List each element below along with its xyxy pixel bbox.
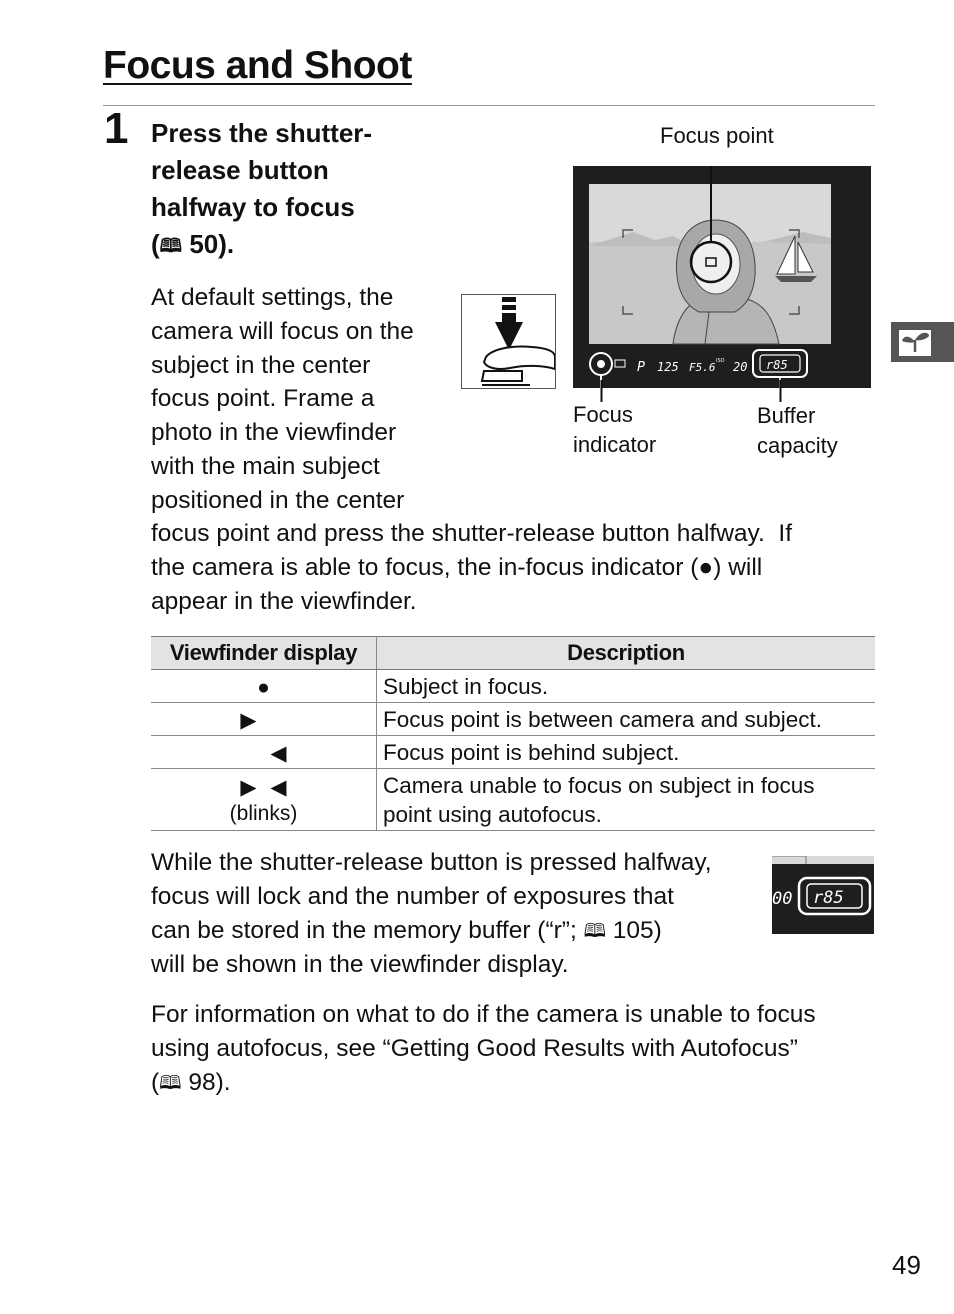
text-line: will be shown in the viewfinder display. xyxy=(151,951,569,979)
mini-buffer: r85 xyxy=(813,888,844,908)
text-line: focus will lock and the number of exposures that xyxy=(151,882,674,910)
paragraph-1 xyxy=(151,281,451,518)
table-row xyxy=(151,736,875,769)
sprout-icon xyxy=(891,322,954,362)
title-rule xyxy=(103,105,875,106)
text-line: the camera is able to focus, the in-focus indicator (●) will xyxy=(151,553,763,581)
vf-aperture: F5.6 xyxy=(689,361,716,374)
book-icon: 🕮 xyxy=(159,1072,182,1094)
text-line: Camera unable to focus on subject in focus xyxy=(383,772,815,798)
text-line: positioned in the center xyxy=(151,486,405,514)
focus-indicator-leader xyxy=(600,380,603,402)
step-heading-line: Press the shutter- xyxy=(151,118,373,148)
focus-point-label: Focus point xyxy=(660,123,774,148)
text-line: focus point. Frame a xyxy=(151,385,375,413)
page-number: 49 xyxy=(892,1250,921,1280)
description-cell: Subject in focus. xyxy=(377,670,876,703)
description-cell: Focus point is between camera and subject. xyxy=(377,703,876,736)
vf-shutter: 125 xyxy=(657,360,679,374)
text-line: camera will focus on the xyxy=(151,317,414,345)
text-line: focus point and press the shutter-release button halfway. If xyxy=(151,520,792,547)
right-arrow-icon: ▶ xyxy=(240,708,257,732)
table-header-row xyxy=(151,637,875,670)
text-line: point using autofocus. xyxy=(383,801,602,827)
table-row xyxy=(151,703,875,736)
focus-indicator-table xyxy=(151,636,875,831)
display-cell xyxy=(151,703,377,736)
left-arrow-icon: ◀ xyxy=(270,741,287,765)
text-line: While the shutter-release button is pressed halfway, xyxy=(151,849,712,876)
shutter-press-illustration xyxy=(461,294,556,389)
description-cell: Focus point is behind subject. xyxy=(377,736,876,769)
blinks-note: (blinks) xyxy=(229,802,298,825)
paragraph-3 xyxy=(151,998,875,1100)
in-focus-dot-icon: ● xyxy=(257,675,270,699)
book-icon: 🕮 xyxy=(159,236,183,257)
column-header: Viewfinder display xyxy=(151,637,377,670)
book-icon: 🕮 xyxy=(583,920,606,942)
text-line: using autofocus, see “Getting Good Results with Autofocus” xyxy=(151,1034,798,1062)
mini-prefix: 00 xyxy=(772,889,793,909)
text-line: At default settings, the xyxy=(151,284,394,311)
paragraph-2 xyxy=(151,846,761,982)
buffer-capacity-label xyxy=(757,401,838,461)
text-line: with the main subject xyxy=(151,452,380,480)
description-cell xyxy=(377,769,876,831)
label-line: capacity xyxy=(757,433,838,458)
label-line: indicator xyxy=(573,432,657,457)
column-header: Description xyxy=(377,637,876,670)
buffer-leader xyxy=(779,380,782,402)
page-title: Focus and Shoot xyxy=(103,44,412,87)
step-heading-line: release button xyxy=(151,155,329,185)
vf-buffer: r85 xyxy=(766,358,788,372)
display-cell xyxy=(151,769,377,831)
vf-mode: P xyxy=(637,360,645,375)
label-line: Buffer xyxy=(757,403,816,428)
buffer-display-closeup xyxy=(772,856,874,934)
viewfinder-illustration xyxy=(573,166,871,388)
display-cell xyxy=(151,670,377,703)
display-cell xyxy=(151,736,377,769)
step-heading-ref: (🕮 50). xyxy=(151,226,451,265)
finger-press-icon xyxy=(462,295,555,388)
table-row xyxy=(151,769,875,831)
step-heading-page-ref: 50 xyxy=(189,229,219,259)
table-row xyxy=(151,670,875,703)
text-line: For information on what to do if the camera is unable to focus xyxy=(151,1001,816,1028)
text-line: (🕮 98). xyxy=(151,1066,875,1101)
text-line: photo in the viewfinder xyxy=(151,419,397,447)
vf-iso: ISO xyxy=(716,358,725,364)
step-heading-line: halfway to focus xyxy=(151,192,355,222)
step-number: 1 xyxy=(104,104,129,153)
text-line: can be stored in the memory buffer (“r”; 🕮 105) xyxy=(151,914,761,949)
text-line: subject in the center xyxy=(151,351,371,379)
paragraph-1-continued xyxy=(151,517,875,618)
vf-count: 20 xyxy=(733,360,748,374)
blinking-arrows-icon: ▶ ◀ xyxy=(240,776,287,799)
step-heading xyxy=(151,115,451,265)
chapter-tab xyxy=(891,322,954,362)
label-line: Focus xyxy=(573,402,633,427)
focus-indicator-label xyxy=(573,400,656,460)
text-line: appear in the viewfinder. xyxy=(151,587,417,615)
